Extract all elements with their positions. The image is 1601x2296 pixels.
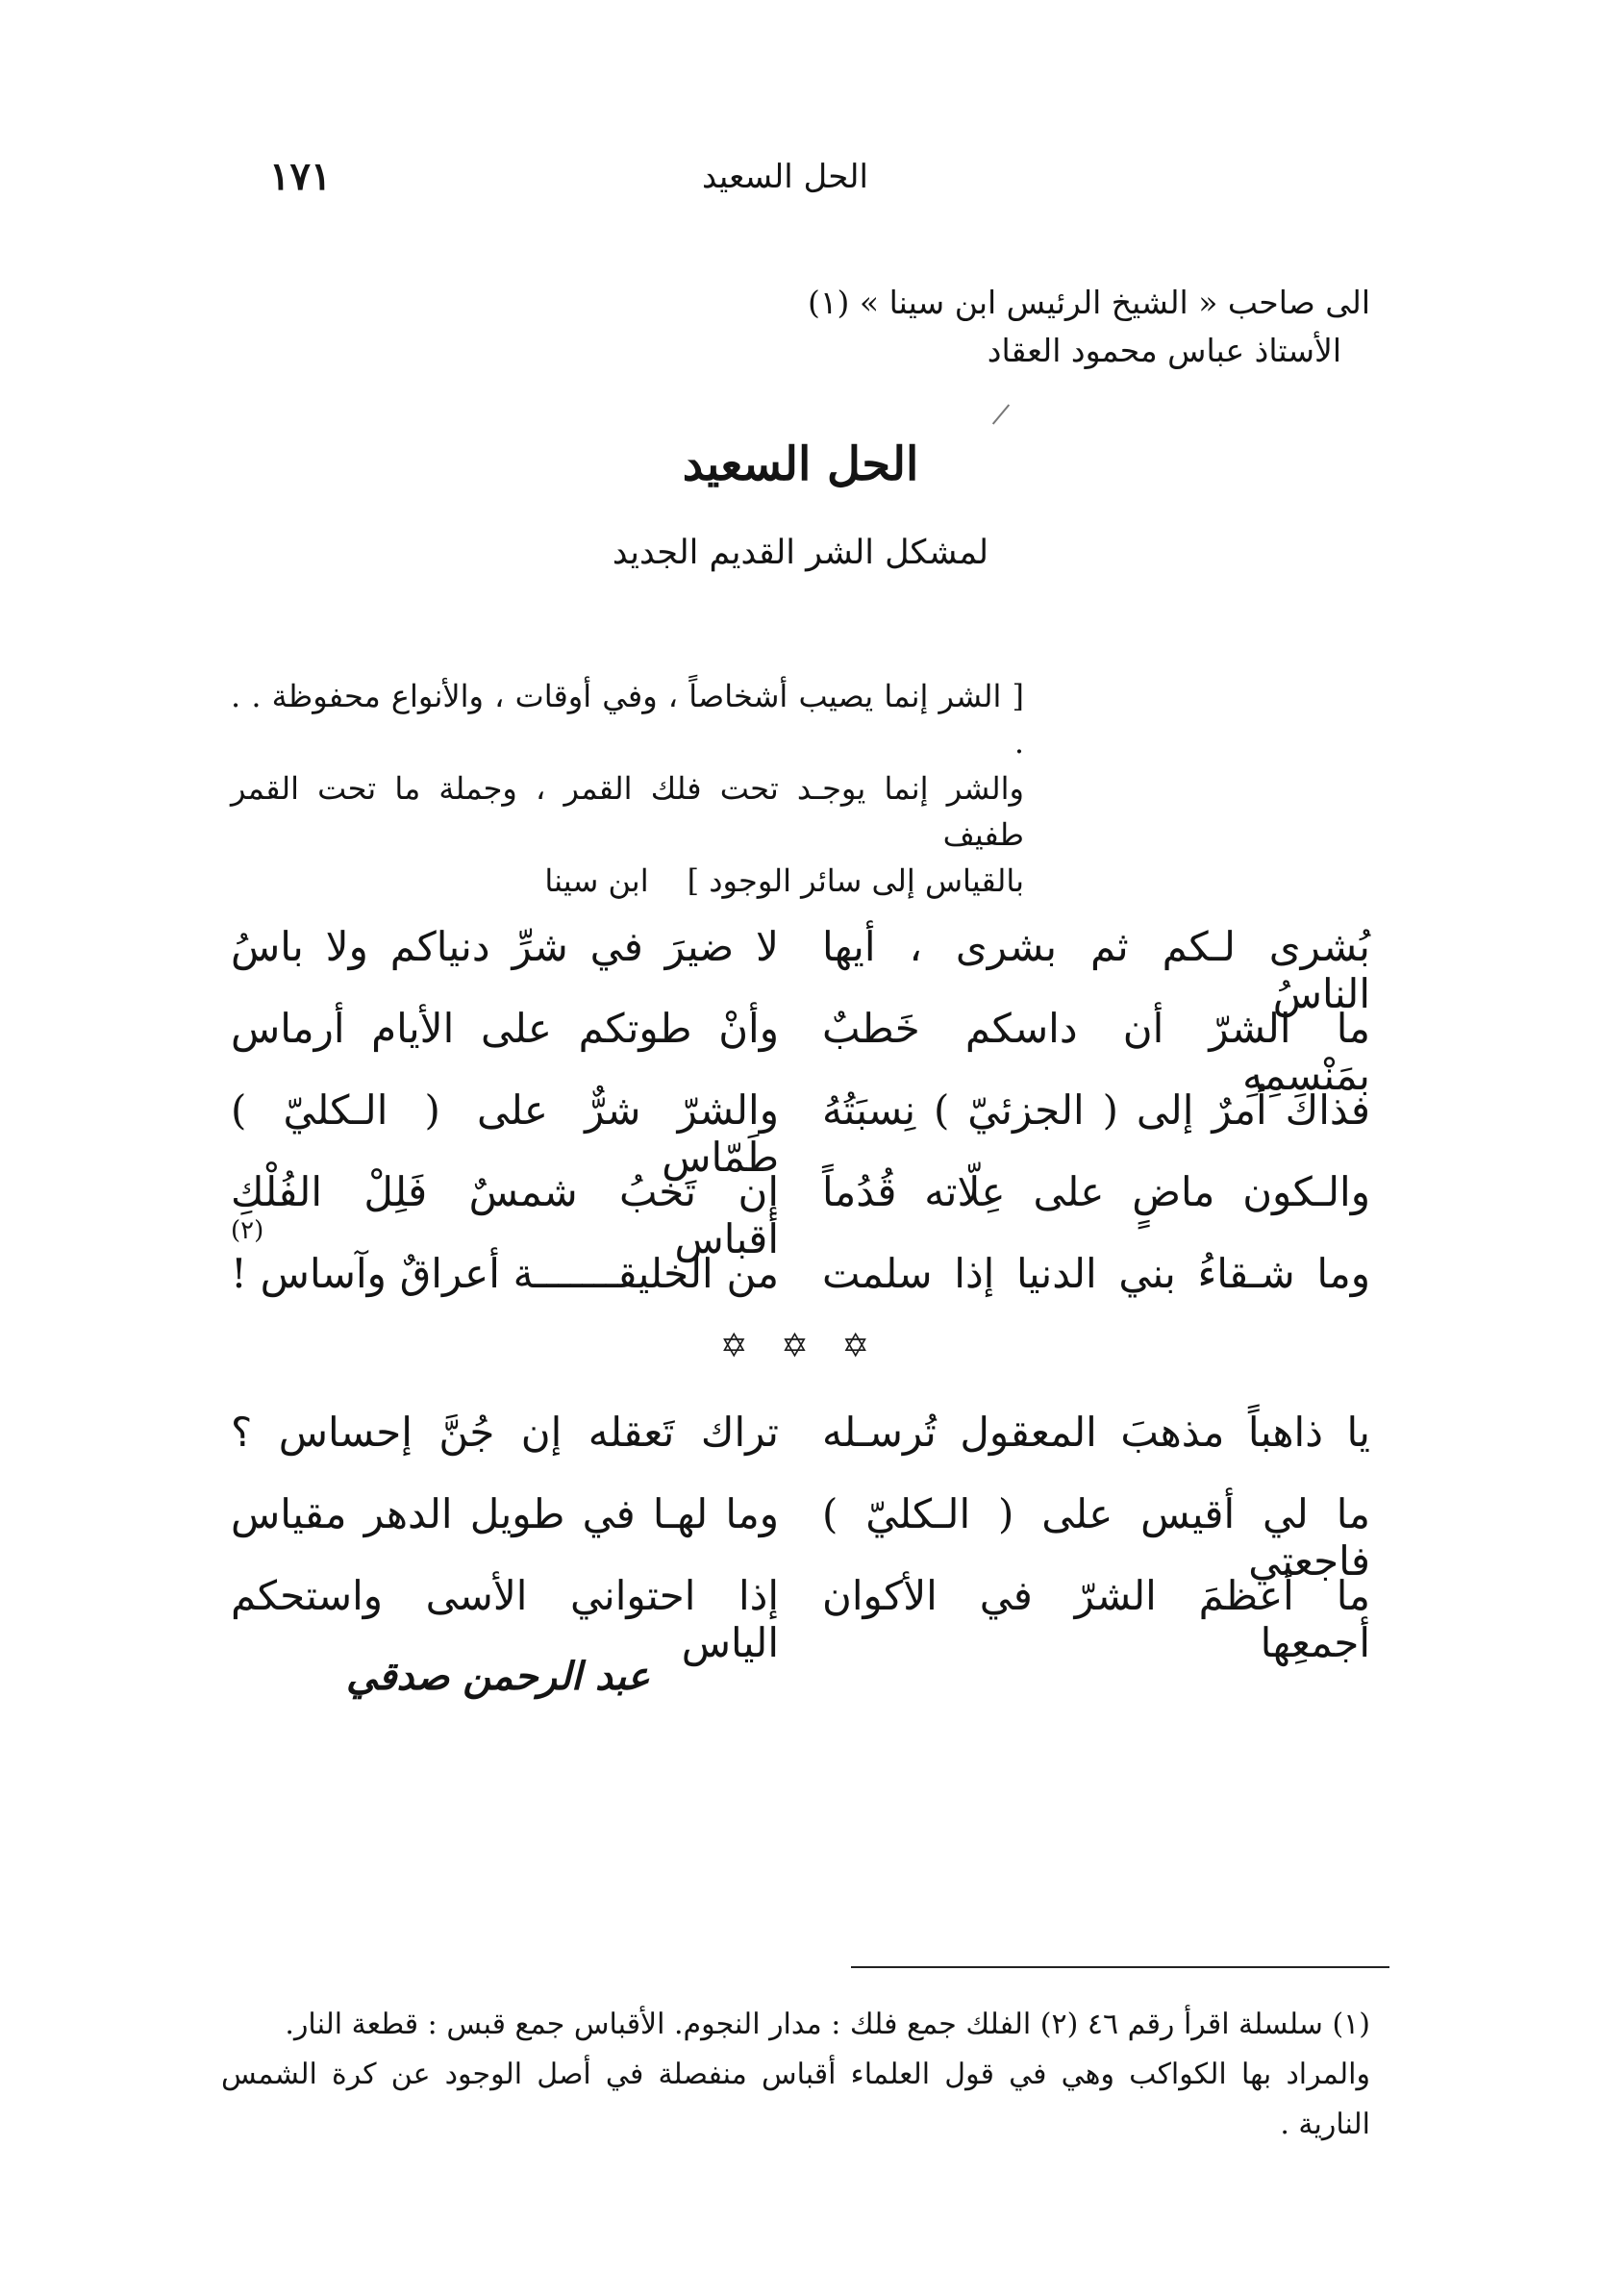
epigraph-attribution: ابن سينا — [544, 862, 649, 899]
verse-ajuz-text: إن تَخبُ شمسٌ فَلِلْ الفُلْكِ أقباس — [231, 1168, 779, 1262]
footnote-line: (١) سلسلة اقرأ رقم ٤٦ (٢) الفلك جمع فلك : مدار النجوم. الأقباس جمع قبس : قطعة النار. — [285, 2008, 1370, 2041]
verse-line — [231, 1005, 1370, 1099]
verse-ajuz: لا ضيرَ في شرِّ دنياكم ولا باسُ — [231, 923, 779, 970]
verse-line — [231, 1572, 1370, 1666]
section-separator — [0, 1327, 1601, 1365]
pen-mark — [992, 404, 1010, 424]
verse-line — [231, 1409, 1370, 1485]
dedication-line: الى صاحب « الشيخ الرئيس ابن سينا » (١) — [807, 284, 1370, 321]
verse-sadr: ما أعظمَ الشرّ في الأكوان أجمعِها — [822, 1572, 1370, 1666]
verse-ajuz: تراك تَعقله إن جُنَّ إحساس ؟ — [231, 1409, 779, 1456]
verse-ajuz: وأنْ طوتكم على الأيام أرماس — [231, 1005, 779, 1052]
verse-line — [231, 1490, 1370, 1585]
epigraph-line — [231, 858, 1024, 904]
poem-title: الحل السعيد — [682, 437, 919, 491]
verse-ajuz: وما لهـا في طويل الدهر مقياس — [231, 1490, 779, 1537]
dedication — [808, 279, 1370, 375]
verse-ajuz: والشرّ شرٌّ على ( الـكليّ ) طَمّاس — [231, 1086, 779, 1181]
verse-sadr: وما شـقاءُ بني الدنيا إذا سلمت — [822, 1250, 1370, 1297]
verse-line — [231, 1168, 1370, 1262]
verse-line — [231, 1086, 1370, 1181]
footnotes — [221, 2000, 1370, 2150]
running-head — [0, 154, 1601, 212]
page-number: ١٧١ — [269, 154, 332, 199]
dedication-line: الأستاذ عباس محمود العقاد — [987, 332, 1341, 369]
footnote-line: والمراد بها الكواكب وهي في قول العلماء أقباس منفصلة في أصل الوجود عن كرة الشمس النارية . — [221, 2058, 1370, 2141]
star-ornament-icon: ✡ ✡ ✡ — [719, 1327, 882, 1365]
verse-ajuz — [231, 1168, 779, 1262]
verse-sadr: يا ذاهباً مذهبَ المعقول تُرسـله — [822, 1409, 1370, 1456]
epigraph-line: [ الشر إنما يصيب أشخاصاً ، وفي أوقات ، والأنواع محفوظة . . . — [231, 678, 1024, 761]
verse-ajuz: إذا احتواني الأسى واستحكم الياس — [231, 1572, 779, 1666]
author-signature: عبد الرحمن صدقي — [346, 1654, 650, 1699]
epigraph-text: بالقياس إلى سائر الوجود ] — [687, 862, 1024, 899]
epigraph — [231, 673, 1024, 904]
verse-ajuz: من الخليقـــــــة أعراقٌ وآساس ! — [231, 1250, 779, 1297]
verse-sadr: ما لي أقيس على ( الـكليّ ) فاجعتي — [822, 1490, 1370, 1585]
verse-sadr: ما الشرّ أن داسكم خَطبٌ بمَنْسِمِهِ — [822, 1005, 1370, 1099]
epigraph-line: والشر إنما يوجـد تحت فلك القمر ، وجملة ما تحت القمر طفيف — [231, 770, 1025, 853]
verse-sadr: فذاك أمرٌ إلى ( الجزئيّ ) نِسبَتُهُ — [822, 1086, 1370, 1134]
verse-sadr: بُشرى لـكم ثم بشرى ، أيها الناسُ — [822, 923, 1370, 1017]
running-title: الحل السعيد — [702, 158, 868, 196]
verse-line — [231, 923, 1370, 1017]
footnote-marker: (٢) — [231, 1216, 264, 1245]
verse-line — [231, 1250, 1370, 1327]
footnote-divider — [851, 1966, 1389, 1968]
poem-subtitle: لمشكل الشر القديم الجديد — [612, 534, 989, 572]
verse-sadr: والـكون ماضٍ على عِلّاته قُدُماً — [822, 1168, 1370, 1215]
